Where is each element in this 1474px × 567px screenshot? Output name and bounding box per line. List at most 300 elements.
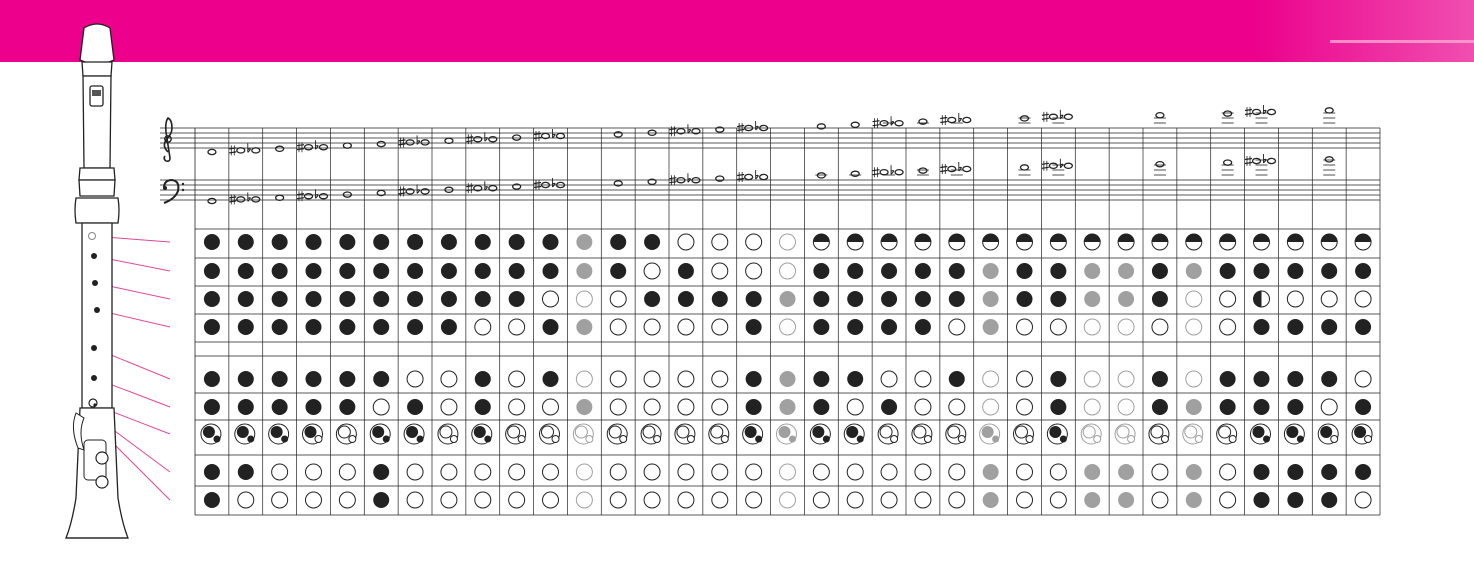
hole-closed	[1152, 291, 1168, 307]
hole-open	[881, 464, 897, 480]
hole-closed	[213, 436, 220, 443]
double-hole	[438, 424, 458, 444]
note-head	[421, 189, 429, 194]
hole-open	[915, 464, 931, 480]
fingering-column	[980, 234, 1000, 508]
hole-closed	[373, 291, 389, 307]
hole-alternative	[1118, 291, 1134, 307]
hole-open	[1017, 492, 1033, 508]
hole-closed	[1017, 263, 1033, 279]
double-hole	[370, 424, 390, 444]
hole-open	[644, 464, 660, 480]
hole-open	[746, 234, 762, 250]
fingering-column	[540, 234, 560, 508]
hole-alternative	[983, 263, 999, 279]
fingering-column	[1047, 234, 1067, 508]
hole-closed	[373, 319, 389, 335]
hole-open	[543, 492, 559, 508]
hole-closed	[1320, 426, 1332, 438]
hole-open	[542, 426, 554, 438]
hole-open	[407, 371, 423, 387]
hole-open	[441, 492, 457, 508]
hole-closed	[1287, 371, 1303, 387]
flat-sign	[891, 116, 894, 125]
note-head	[377, 141, 385, 146]
hole-open	[1321, 399, 1337, 415]
note-head	[895, 121, 903, 126]
note-column	[1154, 113, 1166, 175]
hole-alternative	[576, 263, 592, 279]
hole-closed	[847, 319, 863, 335]
note-column	[873, 116, 904, 177]
hole-open	[687, 436, 694, 443]
hole-closed	[272, 399, 288, 415]
hole-closed	[238, 291, 254, 307]
fingering-column	[573, 234, 593, 508]
note-head	[320, 194, 328, 199]
fingering-column	[709, 234, 729, 508]
note-column	[534, 129, 565, 190]
hole-closed	[339, 234, 355, 250]
sharp-sign	[1245, 107, 1252, 117]
hole-open	[712, 464, 728, 480]
hole-closed	[339, 263, 355, 279]
note-head	[489, 137, 497, 142]
hole-half-closed	[1355, 234, 1371, 250]
hole-half-closed	[847, 234, 863, 250]
hole-closed	[339, 399, 355, 415]
flat-sign	[316, 189, 319, 198]
hole-open	[881, 371, 897, 387]
flat-sign	[485, 181, 488, 190]
double-hole	[1318, 424, 1338, 444]
double-hole	[675, 424, 695, 444]
hole-closed	[238, 263, 254, 279]
hole-closed	[1355, 319, 1371, 335]
hole-alternative-open	[1117, 426, 1129, 438]
hole-closed	[1017, 291, 1033, 307]
hole-open	[880, 426, 892, 438]
note-head	[1325, 157, 1333, 162]
hole-open	[543, 399, 559, 415]
hole-open	[306, 464, 322, 480]
fingering-column	[506, 234, 526, 508]
hole-open	[678, 319, 694, 335]
hole-closed	[339, 371, 355, 387]
hole-closed	[915, 291, 931, 307]
hole-open	[958, 436, 965, 443]
hole-closed	[1050, 371, 1066, 387]
double-hole	[1047, 424, 1067, 444]
hole-closed	[204, 464, 220, 480]
hole-open	[678, 399, 694, 415]
sharp-sign	[940, 115, 947, 125]
double-hole	[472, 424, 492, 444]
note-head	[880, 170, 888, 175]
hole-open	[543, 464, 559, 480]
fingering-column	[1081, 234, 1101, 508]
hole-open	[711, 426, 723, 438]
note-head	[948, 117, 956, 122]
double-hole	[1251, 424, 1271, 444]
hole-closed	[823, 436, 830, 443]
note-head	[343, 143, 351, 148]
sharp-sign	[873, 167, 880, 177]
hole-open	[847, 492, 863, 508]
hole-open	[610, 464, 626, 480]
hole-alternative-open	[780, 464, 796, 480]
note-column	[1323, 108, 1335, 175]
hole-alternative-open	[780, 492, 796, 508]
hole-closed	[1286, 426, 1298, 438]
hole-closed	[373, 234, 389, 250]
hole-open	[881, 492, 897, 508]
hole-closed	[712, 291, 728, 307]
hole-open	[441, 371, 457, 387]
fingering-column	[607, 234, 627, 508]
hole-open	[349, 436, 356, 443]
hole-closed	[1321, 464, 1337, 480]
hole-open	[450, 436, 457, 443]
note-head	[421, 140, 429, 145]
flat-sign	[1060, 159, 1063, 168]
hole-open	[509, 399, 525, 415]
hole-closed	[1254, 319, 1270, 335]
hole-closed	[1220, 371, 1236, 387]
double-hole	[1352, 424, 1372, 444]
hole-closed	[881, 399, 897, 415]
double-hole	[506, 424, 526, 444]
note-column	[849, 122, 861, 176]
hole-closed	[746, 371, 762, 387]
hole-closed	[881, 319, 897, 335]
hole-half-closed	[1220, 234, 1236, 250]
hole-open	[610, 492, 626, 508]
double-hole	[1115, 424, 1135, 444]
hole-alternative-open	[1084, 399, 1100, 415]
hole-closed	[846, 426, 858, 438]
note-column	[445, 138, 453, 192]
hole-open	[1017, 399, 1033, 415]
hole-open	[1050, 492, 1066, 508]
note-head	[1268, 158, 1276, 163]
fingering-column	[912, 234, 932, 508]
hole-open	[924, 436, 931, 443]
hole-closed	[407, 234, 423, 250]
fingering-column	[201, 234, 221, 508]
hole-half-closed	[1017, 234, 1033, 250]
hole-alternative	[1118, 263, 1134, 279]
hole-open	[1017, 464, 1033, 480]
hole-closed	[509, 234, 525, 250]
hole-closed	[305, 426, 317, 438]
hole-closed	[1321, 492, 1337, 508]
flat-sign	[553, 129, 556, 138]
note-head	[963, 117, 971, 122]
hole-open	[915, 399, 931, 415]
hole-alternative	[780, 371, 796, 387]
hole-closed	[1254, 399, 1270, 415]
sharp-sign	[229, 145, 236, 155]
hole-alternative-open	[1186, 319, 1202, 335]
double-hole	[336, 424, 356, 444]
note-column	[716, 127, 724, 181]
hole-half-closed	[1152, 234, 1168, 250]
hole-closed	[204, 371, 220, 387]
note-head	[305, 145, 313, 150]
hole-closed	[407, 319, 423, 335]
hole-open	[1365, 436, 1372, 443]
hole-closed	[847, 291, 863, 307]
hole-closed	[204, 263, 220, 279]
hole-closed	[1220, 263, 1236, 279]
hole-open	[1016, 426, 1028, 438]
hole-open	[339, 492, 355, 508]
hole-open	[915, 492, 931, 508]
note-head	[252, 148, 260, 153]
note-head	[760, 174, 768, 179]
hole-open	[712, 263, 728, 279]
hole-closed	[238, 234, 254, 250]
hole-closed	[407, 399, 423, 415]
sharp-sign	[229, 194, 236, 204]
hole-closed	[1152, 399, 1168, 415]
hole-alternative	[576, 319, 592, 335]
note-column	[940, 113, 971, 175]
fingering-column	[303, 234, 323, 508]
double-hole	[404, 424, 424, 444]
hole-closed	[339, 319, 355, 335]
hole-alternative-open	[1084, 319, 1100, 335]
hole-open	[1355, 371, 1371, 387]
notes	[208, 105, 1335, 204]
note-head	[276, 146, 284, 151]
hole-open	[678, 464, 694, 480]
hole-closed	[1254, 492, 1270, 508]
note-head	[237, 197, 245, 202]
note-head	[1224, 111, 1232, 116]
hole-alternative-open	[575, 426, 587, 438]
fingering-column	[1352, 234, 1372, 508]
hole-open	[508, 426, 520, 438]
double-hole	[1284, 424, 1304, 444]
hole-open	[643, 426, 655, 438]
hole-alternative-open	[780, 234, 796, 250]
hole-closed	[857, 436, 864, 443]
hole-open	[847, 399, 863, 415]
hole-closed	[678, 263, 694, 279]
hole-closed	[847, 371, 863, 387]
hole-alternative	[780, 399, 796, 415]
hole-closed	[474, 426, 486, 438]
staves	[160, 118, 1380, 203]
double-hole	[912, 424, 932, 444]
hole-closed	[1254, 263, 1270, 279]
hole-open	[654, 436, 661, 443]
hole-open	[1151, 426, 1163, 438]
hole-alternative	[1084, 291, 1100, 307]
hole-closed	[475, 399, 491, 415]
hole-open	[440, 426, 452, 438]
note-column	[377, 141, 385, 195]
hole-open	[407, 464, 423, 480]
hole-open	[543, 291, 559, 307]
hole-closed	[1254, 464, 1270, 480]
fingering-column	[1183, 234, 1203, 508]
hole-closed	[509, 263, 525, 279]
hole-closed	[373, 263, 389, 279]
hole-closed	[441, 234, 457, 250]
note-head	[1049, 114, 1057, 119]
hole-open	[620, 436, 627, 443]
double-hole	[269, 424, 289, 444]
hole-closed	[1254, 371, 1270, 387]
hole-closed	[543, 371, 559, 387]
hole-closed	[441, 263, 457, 279]
hole-closed	[272, 291, 288, 307]
note-head	[252, 197, 260, 202]
note-head	[963, 166, 971, 171]
double-hole	[573, 424, 593, 444]
flat-sign	[688, 173, 691, 182]
hole-open	[949, 492, 965, 508]
double-hole	[235, 424, 255, 444]
hole-alternative-open	[983, 399, 999, 415]
note-head	[474, 137, 482, 142]
flat-sign	[959, 113, 962, 122]
hole-half-closed	[881, 234, 897, 250]
hole-closed	[746, 319, 762, 335]
hole-open	[475, 464, 491, 480]
note-head	[208, 198, 216, 203]
hole-closed	[204, 291, 220, 307]
hole-alternative-open	[1084, 371, 1100, 387]
hole-open	[1050, 464, 1066, 480]
hole-open	[678, 234, 694, 250]
hole-open	[746, 492, 762, 508]
fingering-column	[1149, 234, 1169, 508]
hole-closed	[610, 234, 626, 250]
hole-alternative	[1118, 464, 1134, 480]
hole-alternative	[780, 291, 796, 307]
hole-open	[272, 464, 288, 480]
note-head	[716, 176, 724, 181]
hole-closed	[272, 234, 288, 250]
note-head	[406, 189, 414, 194]
note-column	[737, 121, 768, 182]
hole-closed	[407, 291, 423, 307]
hole-open	[1287, 291, 1303, 307]
hole-open	[475, 492, 491, 508]
hole-half-closed	[983, 234, 999, 250]
flat-sign	[756, 121, 759, 130]
hole-closed	[1050, 291, 1066, 307]
hole-alternative-open	[1128, 436, 1135, 443]
hole-closed	[949, 291, 965, 307]
hole-closed	[475, 291, 491, 307]
hole-open	[509, 464, 525, 480]
hole-open	[891, 436, 898, 443]
hole-closed	[237, 426, 249, 438]
hole-half-closed	[1254, 234, 1270, 250]
hole-alternative-open	[983, 371, 999, 387]
hole-closed	[644, 234, 660, 250]
hole-open	[610, 319, 626, 335]
double-hole	[743, 424, 763, 444]
hole-closed	[813, 291, 829, 307]
hole-closed	[1354, 426, 1366, 438]
hole-alternative	[1084, 492, 1100, 508]
double-hole	[980, 424, 1000, 444]
bass-clef-icon	[163, 180, 184, 203]
hole-alternative	[1084, 464, 1100, 480]
fingering-column	[438, 234, 458, 508]
hole-closed	[306, 319, 322, 335]
hole-closed	[813, 263, 829, 279]
hole-closed	[475, 263, 491, 279]
double-hole	[844, 424, 864, 444]
hole-half-closed	[1084, 234, 1100, 250]
double-hole	[1081, 424, 1101, 444]
hole-closed	[745, 426, 757, 438]
hole-open	[644, 319, 660, 335]
fingering-column	[472, 234, 492, 508]
hole-open	[847, 464, 863, 480]
hole-alternative-open	[1094, 436, 1101, 443]
hole-closed	[1287, 399, 1303, 415]
fingering-column	[641, 234, 661, 508]
hole-open	[1331, 436, 1338, 443]
hole-closed	[949, 371, 965, 387]
hole-closed	[1287, 263, 1303, 279]
double-hole	[878, 424, 898, 444]
hole-open	[1355, 492, 1371, 508]
hole-closed	[813, 319, 829, 335]
fingering-column	[878, 234, 898, 508]
hole-closed	[238, 399, 254, 415]
hole-alternative	[1118, 492, 1134, 508]
hole-closed	[915, 263, 931, 279]
double-hole	[709, 424, 729, 444]
hole-alternative	[1186, 464, 1202, 480]
note-column	[343, 143, 351, 197]
note-head	[851, 171, 859, 176]
hole-closed	[372, 426, 384, 438]
hole-alternative	[576, 234, 592, 250]
hole-closed	[204, 234, 220, 250]
fingering-column	[370, 234, 390, 508]
hole-alternative-open	[576, 371, 592, 387]
fingering-column	[1115, 234, 1135, 508]
hole-open	[644, 492, 660, 508]
hole-open	[272, 492, 288, 508]
hole-closed	[373, 492, 389, 508]
hole-closed	[1355, 464, 1371, 480]
hole-alternative	[1186, 399, 1202, 415]
double-hole	[1014, 424, 1034, 444]
note-head	[305, 194, 313, 199]
fingering-column	[810, 234, 830, 508]
flat-sign	[1060, 110, 1063, 119]
hole-alternative	[1186, 492, 1202, 508]
hole-closed	[204, 319, 220, 335]
hole-open	[712, 492, 728, 508]
hole-alternative	[982, 426, 994, 438]
hole-alternative	[992, 436, 999, 443]
hole-open	[1220, 492, 1236, 508]
hole-open	[948, 426, 960, 438]
hole-closed	[238, 371, 254, 387]
